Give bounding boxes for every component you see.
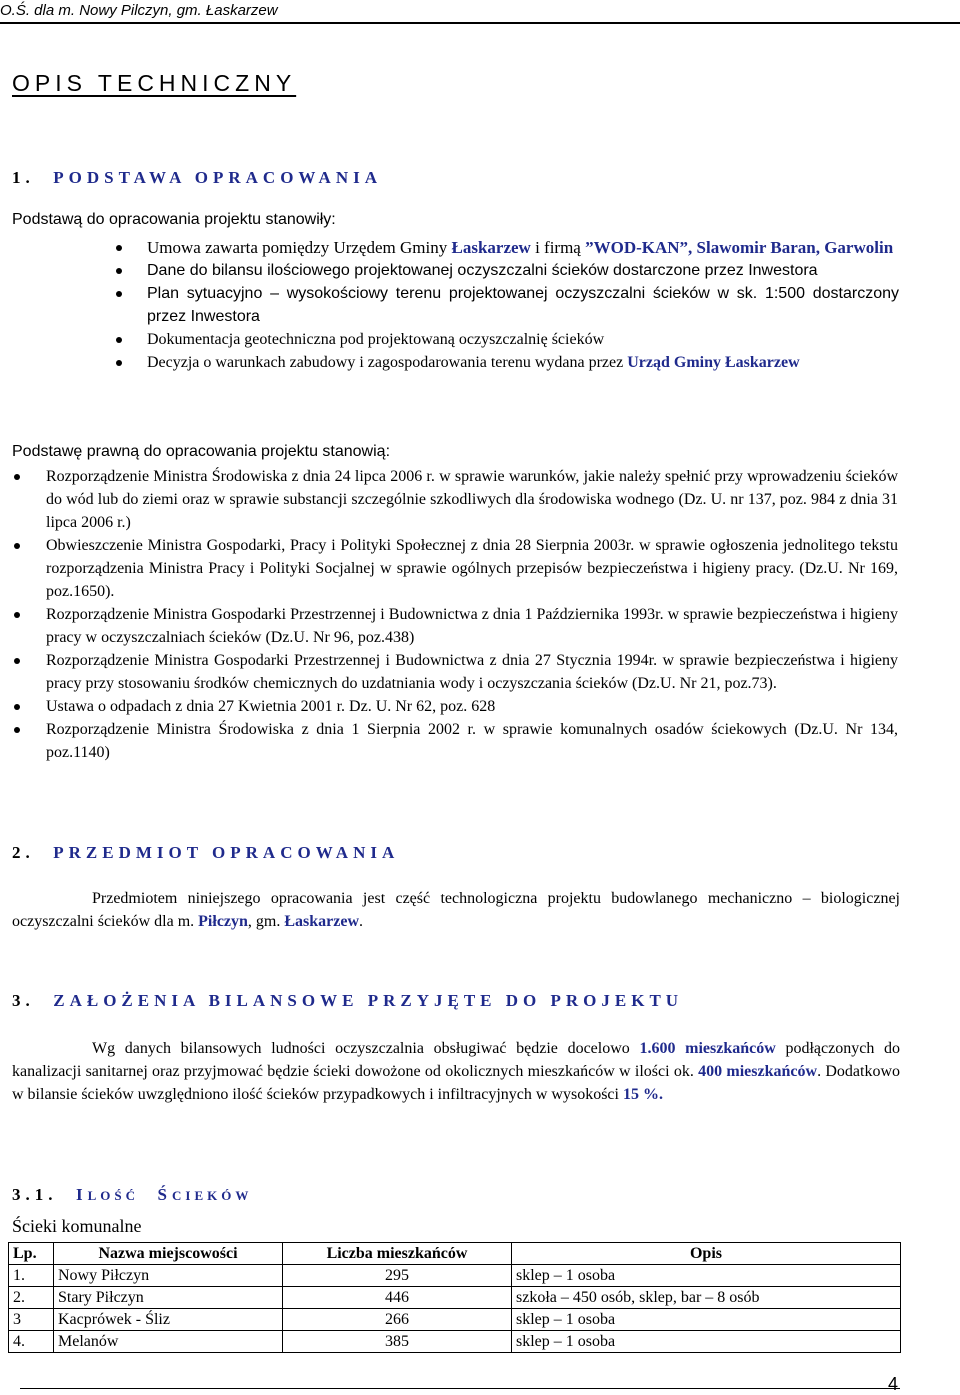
section-3-1-title-part: I [76, 1185, 88, 1204]
section-2-number: 2. [12, 843, 35, 862]
section-3-1-heading [12, 1185, 252, 1205]
balance-emphasis: 400 mieszkańców [698, 1063, 818, 1080]
sewage-table [8, 1242, 901, 1353]
table-cell: Nowy Piłczyn [54, 1265, 283, 1287]
section-3-1-title-part: Ś [157, 1185, 172, 1204]
section-3-1-number: 3.1. [12, 1185, 58, 1204]
balance-emphasis: 15 %. [622, 1086, 663, 1103]
running-header: O.Ś. dla m. Nowy Pilczyn, gm. Łaskarzew [0, 2, 278, 19]
table-row [9, 1265, 901, 1287]
basis-item-emphasis: Urząd Gminy Łaskarzew [627, 354, 800, 371]
basis-item-text: Plan sytuacyjno – wysokościowy terenu projektowanej oczyszczalni ścieków w sk. 1:500 dostarczony przez Inwestora [147, 285, 899, 325]
section-3-number: 3. [12, 991, 35, 1010]
table-cell: 3 [9, 1309, 54, 1331]
column-header: Lp. [9, 1243, 54, 1265]
basis-intro: Podstawą do opracowania projektu stanowiły: [12, 211, 336, 228]
basis-item-text: Dane do bilansu ilościowego projektowanej oczyszczalni ścieków dostarczone przez Inwestora [147, 262, 818, 279]
subject-text: , gm. [247, 913, 285, 930]
footer-rule [20, 1388, 900, 1389]
section-3-1-title-part: CIEKÓW [172, 1188, 253, 1203]
document-title: OPIS TECHNICZNY [12, 70, 297, 96]
page-number: 4 [887, 1374, 898, 1394]
section-3-1-title-part: LOŚĆ [87, 1188, 140, 1203]
balance-emphasis: 1.600 mieszkańców [639, 1040, 776, 1057]
table-row [9, 1331, 901, 1353]
legal-intro: Podstawę prawną do opracowania projektu stanowią: [12, 443, 391, 460]
list-item [147, 351, 899, 374]
list-item: Rozporządzenie Ministra Gospodarki Przestrzennej i Budownictwa z dnia 1 Października 1993r. w sprawie bezpieczeństwa i higieny pracy w oczyszczalniach ścieków (Dz.U. Nr 96, poz.438) [46, 603, 898, 649]
section-1-heading [12, 168, 382, 188]
balance-paragraph [12, 1037, 900, 1106]
list-item [147, 328, 899, 351]
table-cell: sklep – 1 osoba [512, 1265, 901, 1287]
table-cell: 446 [283, 1287, 512, 1309]
balance-text: Wg danych bilansowych ludności oczyszczalnia obsługiwać będzie docelowo [92, 1040, 640, 1057]
table-cell: 2. [9, 1287, 54, 1309]
table-cell: Kacprówek - Śliz [54, 1309, 283, 1331]
subject-emphasis: Piłczyn [198, 913, 248, 930]
section-2-title: PRZEDMIOT OPRACOWANIA [53, 843, 400, 862]
table-cell: 295 [283, 1265, 512, 1287]
table-header-row [9, 1243, 901, 1265]
table-cell: sklep – 1 osoba [512, 1331, 901, 1353]
list-item [147, 282, 899, 328]
column-header: Liczba mieszkańców [283, 1243, 512, 1265]
table-cell: 266 [283, 1309, 512, 1331]
table-row [9, 1309, 901, 1331]
section-2-heading [12, 843, 399, 863]
table-caption: Ścieki komunalne [12, 1216, 142, 1236]
section-1-title: PODSTAWA OPRACOWANIA [53, 168, 382, 187]
list-item: Rozporządzenie Ministra Środowiska z dnia 1 Sierpnia 2002 r. w sprawie komunalnych osadów ściekowych (Dz.U. Nr 134, poz.1140) [46, 718, 898, 764]
list-item: Obwieszczenie Ministra Gospodarki, Pracy i Polityki Społecznej z dnia 28 Sierpnia 2003r. w sprawie ogłoszenia jednolitego tekstu rozporządzenia Ministra Pracy i Polityki Socjalnej w sprawie ogólnych przepisów bezpieczeństwa i higieny pracy. (Dz.U. Nr 169, poz.1650). [46, 534, 898, 603]
subject-text: . [359, 913, 364, 930]
section-3-heading [12, 991, 683, 1011]
table-cell: szkoła – 450 osób, sklep, bar – 8 osób [512, 1287, 901, 1309]
balance-text: podłączonych do kanalizacji sanitarnej oraz przyjmować będzie ścieki dowożone od okolicznych mieszkańców w ilości ok. [12, 1040, 900, 1080]
table-cell: Melanów [54, 1331, 283, 1353]
balance-text: . Dodatkowo w bilansie ścieków uwzględniono ilość ścieków przypadkowych i infiltracyjnych w wysokości [12, 1063, 901, 1103]
table-cell: sklep – 1 osoba [512, 1309, 901, 1331]
basis-item-text: Decyzja o warunkach zabudowy i zagospodarowania terenu wydana przez [147, 354, 628, 371]
basis-item-text: Dokumentacja geotechniczna pod projektowaną oczyszczalnię ścieków [147, 331, 605, 348]
section-1-number: 1. [12, 168, 35, 187]
basis-item-emphasis: Łaskarzew [451, 238, 531, 257]
table-row [9, 1287, 901, 1309]
basis-list [147, 236, 899, 374]
list-item: Rozporządzenie Ministra Gospodarki Przestrzennej i Budownictwa z dnia 27 Stycznia 1994r. w sprawie bezpieczeństwa i higieny pracy przy stosowaniu środków chemicznych do uzdatniania wody i oczyszczania ścieków (Dz.U. Nr 21, poz.73). [46, 649, 898, 695]
table-cell: 1. [9, 1265, 54, 1287]
basis-item-text: Umowa zawarta pomiędzy Urzędem Gminy [147, 238, 452, 257]
list-item [147, 236, 899, 259]
section-3-title: ZAŁOŻENIA BILANSOWE PRZYJĘTE DO PROJEKTU [53, 991, 684, 1010]
column-header: Nazwa miejscowości [54, 1243, 283, 1265]
list-item [147, 259, 899, 282]
table-cell: 4. [9, 1331, 54, 1353]
subject-emphasis: Łaskarzew [284, 913, 360, 930]
table-cell: Stary Piłczyn [54, 1287, 283, 1309]
basis-item-text: i firmą [530, 238, 586, 257]
column-header: Opis [512, 1243, 901, 1265]
table-cell: 385 [283, 1331, 512, 1353]
header-rule [0, 22, 960, 24]
subject-text: Przedmiotem niniejszego opracowania jest część technologiczna projektu budowlanego mechaniczno – biologicznej oczyszczalni ścieków dla m. [12, 890, 900, 930]
list-item: Rozporządzenie Ministra Środowiska z dnia 24 lipca 2006 r. w sprawie warunków, jakie należy spełnić przy wprowadzeniu ścieków do wód lub do ziemi oraz w sprawie substancji szczególnie szkodliwych dla środowiska wodnego (Dz. U. nr 137, poz. 984 z dnia 31 lipca 2006 r.) [46, 465, 898, 534]
legal-list [46, 465, 898, 764]
list-item: Ustawa o odpadach z dnia 27 Kwietnia 2001 r. Dz. U. Nr 62, poz. 628 [46, 695, 898, 718]
subject-paragraph [12, 887, 900, 933]
basis-item-emphasis: ”WOD-KAN”, Slawomir Baran, Garwolin [585, 238, 894, 257]
